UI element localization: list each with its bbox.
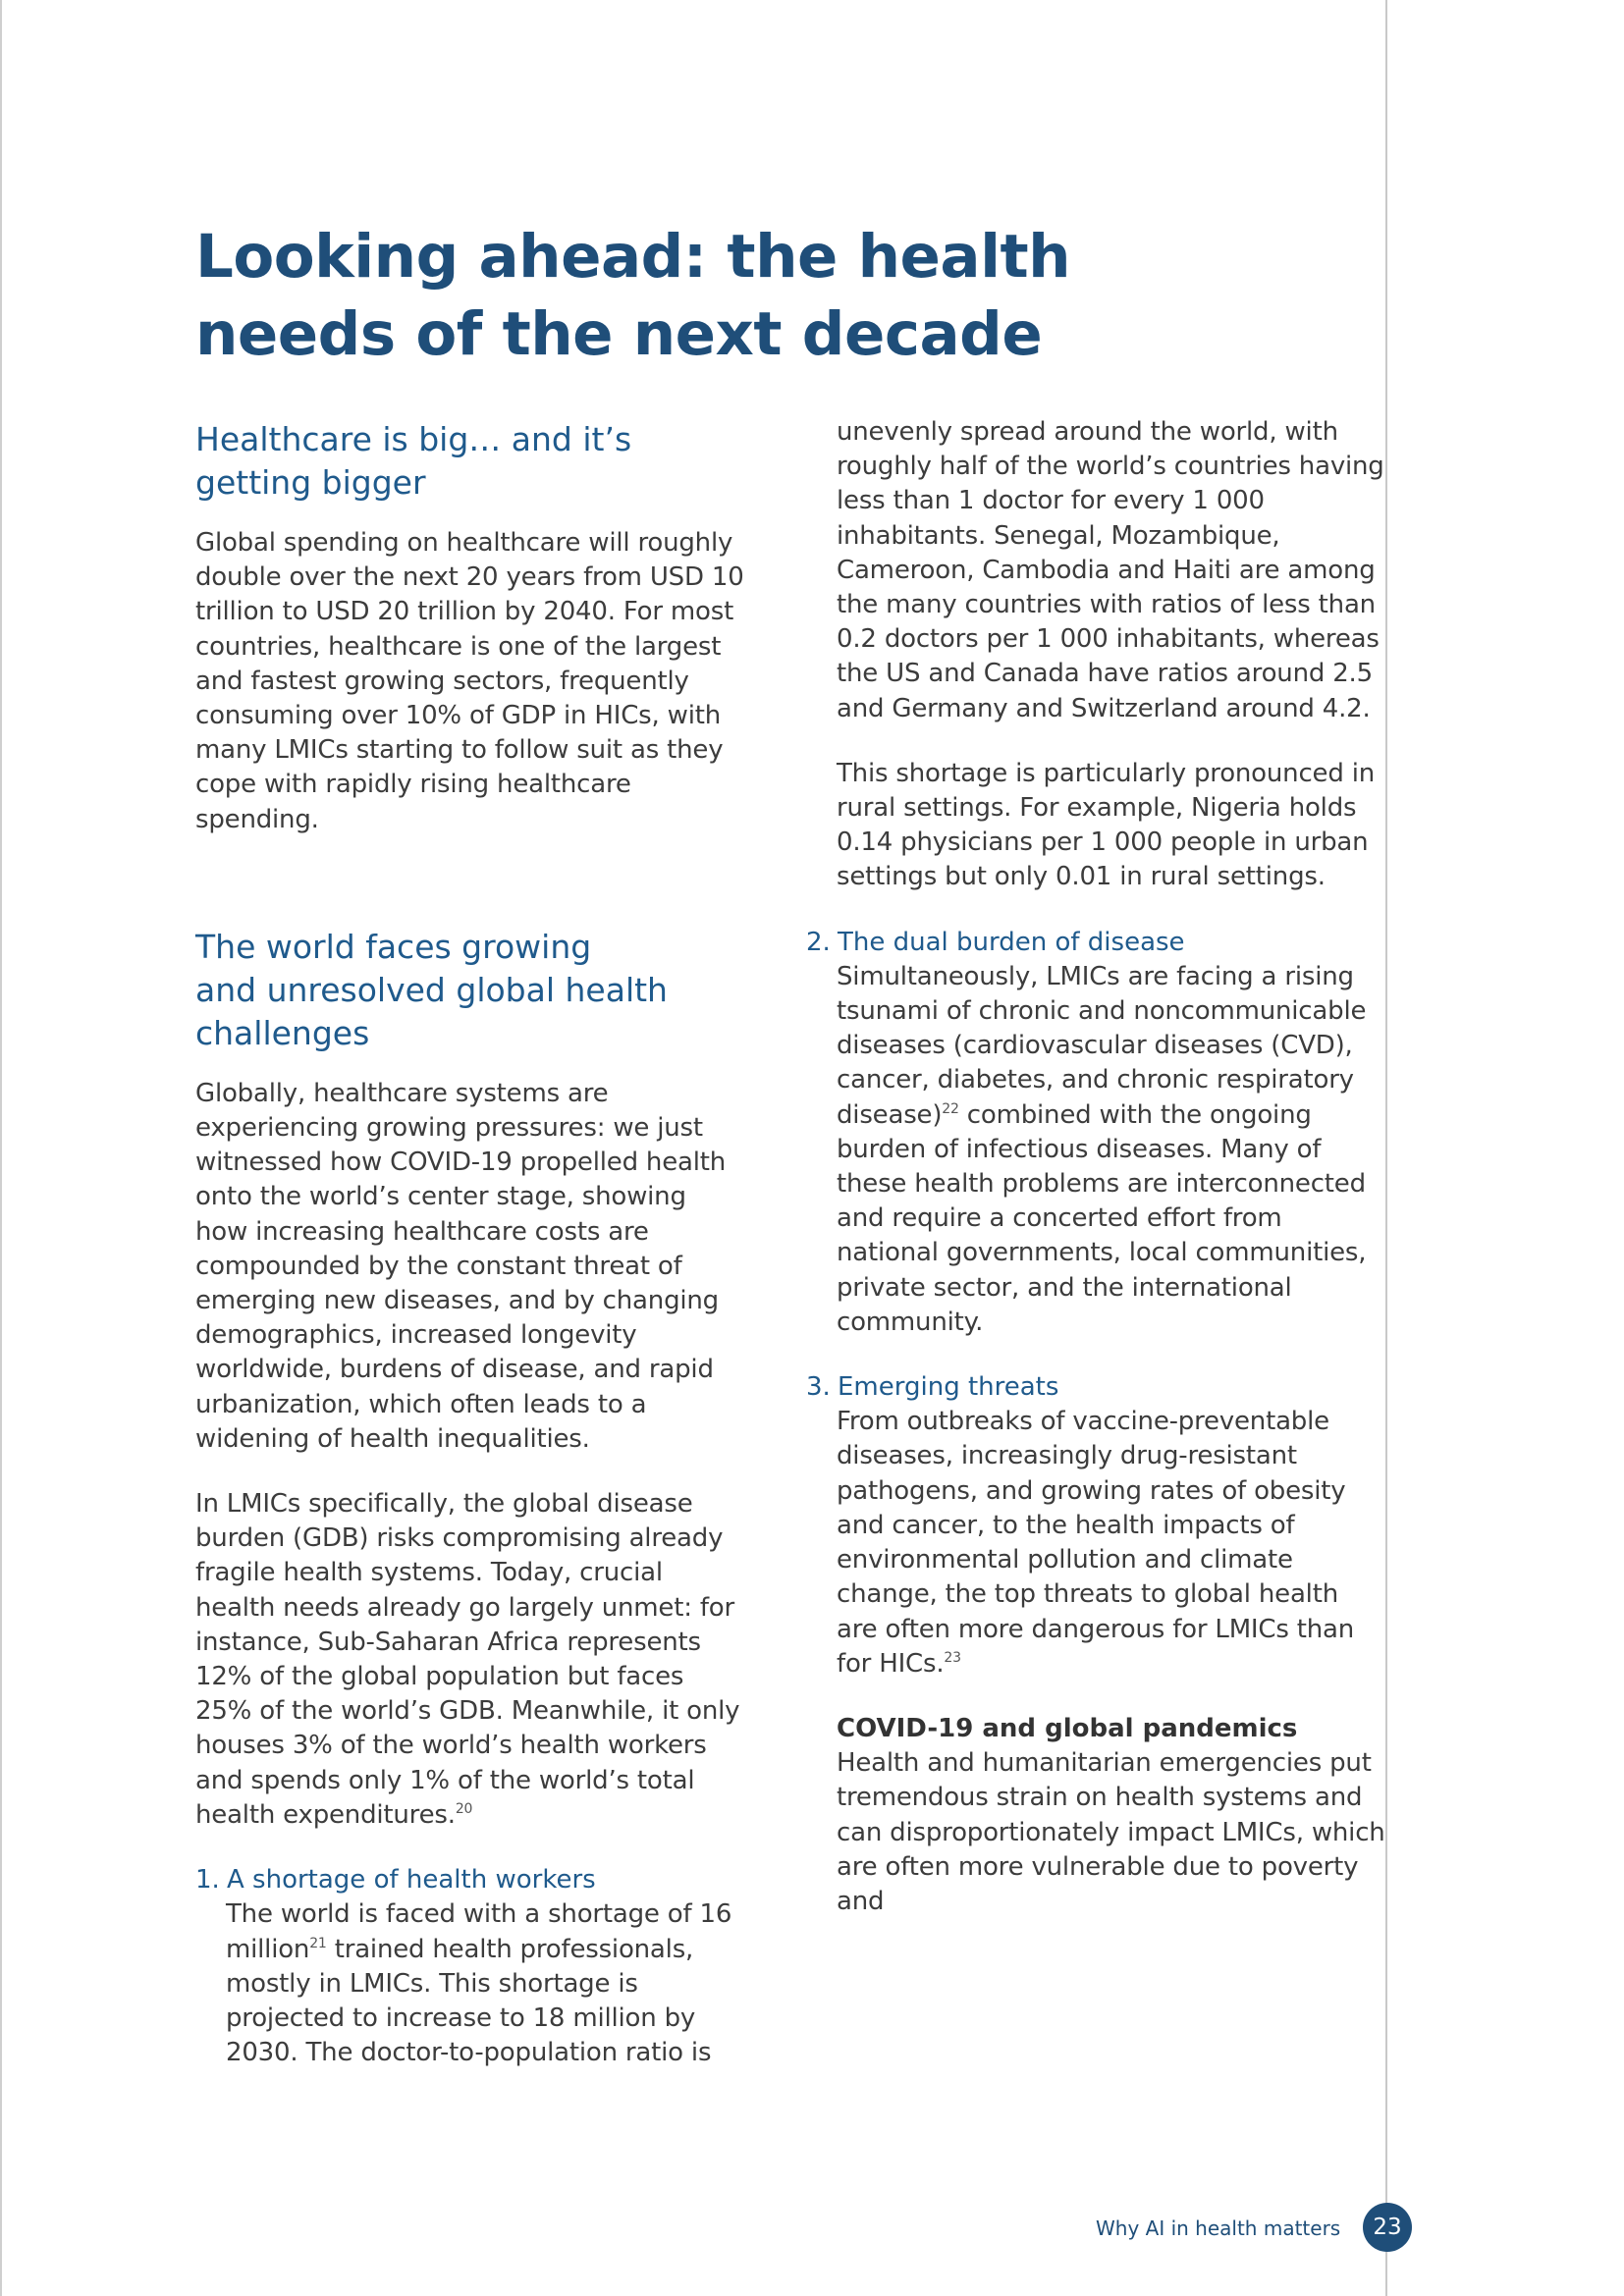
item-number: 1. <box>195 1865 220 1896</box>
item-text: trained health professionals, mostly in LMICs. This shortage is projected to increase to 18 million by 2030. The doctor-to-population ratio is <box>226 1934 712 2068</box>
item-text: combined with the ongoing burden of infectious diseases. Many of these health problems are interconnected and require a concerted effort from national governments, local communities, private sector, and the international community. <box>837 1099 1367 1337</box>
page-title-line-1: Looking ahead: the health <box>195 222 1071 292</box>
item-heading-text: The dual burden of disease <box>838 927 1185 957</box>
section-heading-line: challenges <box>195 1013 370 1052</box>
section-heading-line: Healthcare is big… and it’s <box>195 420 632 458</box>
footnote-ref: 22 <box>942 1100 959 1117</box>
item-heading-text: Emerging threats <box>838 1372 1059 1403</box>
item-heading-text: A shortage of health workers <box>227 1865 596 1896</box>
paragraph-rural-shortage: This shortage is particularly pronounced in rural settings. For example, Nigeria holds 0.14 physicians per 1 000 people in urban settings but only 0.01 in rural settings. <box>837 758 1376 892</box>
item-text: From outbreaks of vaccine-preventable diseases, increasingly drug-resistant pathogens, and growing rates of obesity and cancer, to the health impacts of environmental pollution and climate change, the top threats to global health are often more dangerous for LMICs than for HICs. <box>837 1407 1355 1679</box>
paragraph-global-spending: Global spending on healthcare will roughly double over the next 20 years from USD 10 trillion to USD 20 trillion by 2040. For most countries, healthcare is one of the largest and fastest growing sectors, frequently consuming over 10% of GDP in HICs, with many LMICs starting to follow suit as they cope with rapidly rising healthcare spending. <box>195 528 744 834</box>
item-number: 2. <box>806 927 831 957</box>
footer-running-title: Why AI in health matters <box>1096 2216 1341 2240</box>
numbered-item-body <box>837 960 1386 1340</box>
paragraph-text: In LMICs specifically, the global disease burden (GDB) risks compromising already fragile health systems. Today, crucial health needs already go largely unmet: for instance, Sub-Saharan Africa represents 12% of the global population but faces 25% of the world’s GDB. Meanwhile, it only houses 3% of the world’s health workers and spends only 1% of the world’s total health expenditures. <box>195 1489 740 1830</box>
section-heading-line: getting bigger <box>195 463 426 502</box>
section-heading-global-challenges <box>195 926 745 1055</box>
paragraph-healthcare-pressures: Globally, healthcare systems are experiencing growing pressures: we just witnessed how COVID-19 propelled health onto the world’s center stage, showing how increasing healthcare costs are compounded by the constant threat of emerging new diseases, and by changing demographics, increased longevity worldwide, burdens of disease, and rapid urbanization, which often leads to a widening of health inequalities. <box>195 1078 727 1454</box>
page-title-line-2: needs of the next decade <box>195 299 1043 369</box>
footnote-ref: 21 <box>309 1935 327 1951</box>
footnote-ref: 23 <box>944 1649 961 1666</box>
item-text: Simultaneously, LMICs are facing a rising tsunami of chronic and noncommunicable diseases (cardiovascular diseases (CVD), cancer, diabetes, and chronic respiratory disease) <box>837 961 1367 1130</box>
left-column <box>195 418 745 2070</box>
numbered-item-heading <box>806 1370 1386 1405</box>
numbered-item-shortage <box>195 1863 745 2070</box>
paragraph-doctor-ratio-continued: unevenly spread around the world, with roughly half of the world’s countries having less than 1 doctor for every 1 000 inhabitants. Senegal, Mozambique, Cameroon, Cambodia and Haiti are among the many countries with ratios of less than 0.2 doctors per 1 000 inhabitants, whereas the US and Canada have ratios around 2.5 and Germany and Switzerland around 4.2. <box>837 417 1384 723</box>
page-left-edge <box>0 0 2 2296</box>
footnote-ref: 20 <box>455 1800 473 1817</box>
paragraph-lmics-disease-burden <box>195 1487 745 1833</box>
numbered-item-body <box>195 1897 745 2070</box>
section-heading-line: The world faces growing <box>195 927 592 966</box>
subheading-covid-pandemics: COVID-19 and global pandemics <box>837 1713 1298 1743</box>
numbered-item-body <box>837 1405 1386 1682</box>
page-number-badge: 23 <box>1363 2203 1412 2252</box>
numbered-item-dual-burden <box>806 926 1386 1340</box>
item-number: 3. <box>806 1372 831 1403</box>
paragraph-covid-emergencies: Health and humanitarian emergencies put tremendous strain on health systems and can disproportionately impact LMICs, which are often more vulnerable due to poverty and <box>837 1748 1385 1916</box>
right-column <box>806 415 1386 1919</box>
numbered-item-heading <box>195 1863 745 1897</box>
page-title <box>195 218 1079 373</box>
numbered-item-heading <box>806 926 1386 960</box>
item-text: The world is faced with a shortage of 16 million <box>226 1899 732 1964</box>
numbered-item-emerging-threats <box>806 1370 1386 1682</box>
section-heading-line: and unresolved global health <box>195 970 668 1009</box>
section-heading-healthcare-big <box>195 418 745 505</box>
